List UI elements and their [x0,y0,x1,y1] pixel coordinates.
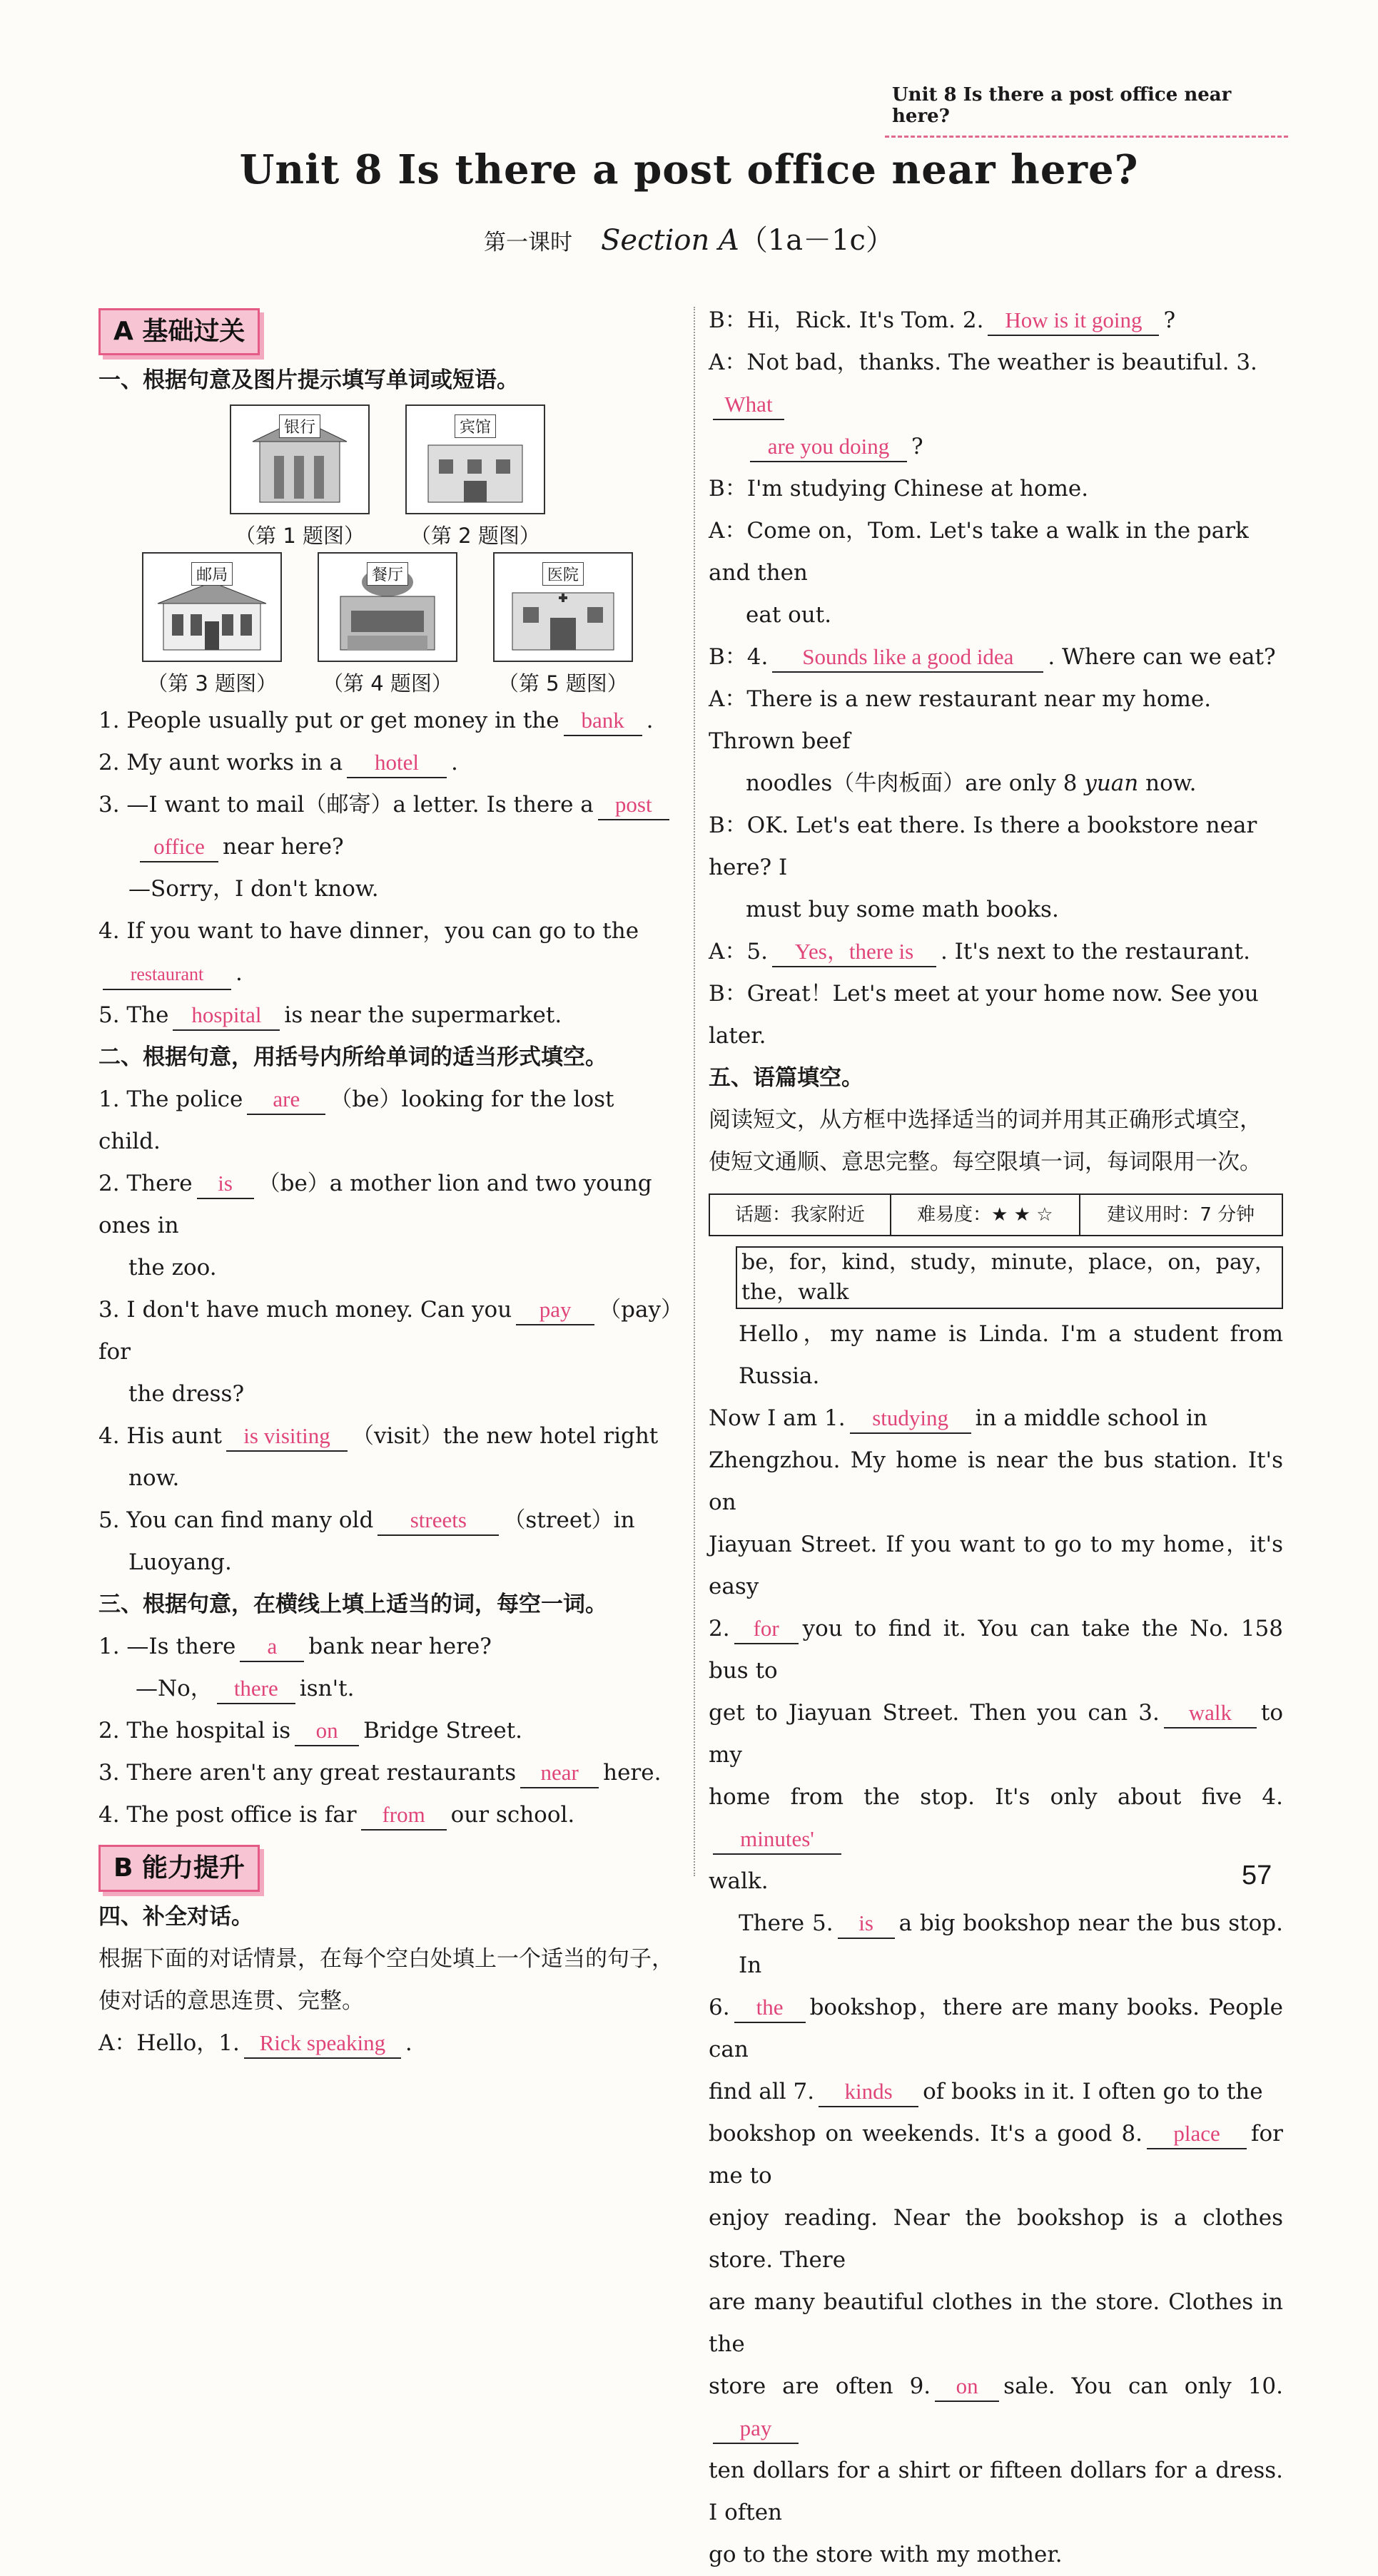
page-number: 57 [1242,1860,1272,1890]
q-text: bookshop on weekends. It's a good 8. [709,2121,1143,2147]
q-text: 5. The [98,1002,169,1028]
picture-4-caption: （第 4 题图） [323,671,452,696]
answer-blank[interactable]: How is it going [988,306,1159,336]
q-text: 3. —I want to mail（邮寄）a letter. Is there a [98,792,594,818]
q-text: yuan [1084,770,1139,796]
q-text: get to Jiayuan Street. Then you can 3. [709,1700,1160,1726]
q-text: 1. The police [98,1086,243,1112]
q-text: （street）in [503,1507,635,1533]
q-text: 4. The post office is far [98,1802,357,1828]
q-text: near here? [223,834,344,860]
dialog-line-3 [709,342,1283,426]
p2-q3-cont: the dress? [128,1381,245,1407]
q-text: 6. [709,1995,730,2020]
answer-blank[interactable]: a [240,1632,304,1662]
q-text: for me to [709,2121,1283,2189]
hospital-sign: 医院 [542,562,584,586]
page-subtitle [0,218,1378,258]
picture-4 [318,552,457,697]
part3-heading: 三、根据句意，在横线上填上适当的词，每空一词。 [98,1592,607,1617]
p3-q2 [98,1710,677,1752]
answer-blank[interactable]: walk [1164,1699,1257,1729]
passage-line [709,1692,1283,1776]
answer-blank[interactable]: What [713,390,784,420]
q-text: （visit）the new hotel right [352,1423,659,1449]
passage [709,1313,1283,2576]
q-text: ? [911,434,923,459]
q-text: . It's next to the restaurant. [940,939,1250,964]
q-text: A：5. [709,939,768,964]
passage-line [709,1903,1283,1987]
answer-blank[interactable]: Sounds like a good idea [772,643,1043,673]
passage-line: go to the store with my mother. [709,2542,1063,2567]
passage-line: walk. [709,1868,769,1894]
answer-blank[interactable]: pay [516,1295,594,1325]
post-office-sign: 邮局 [191,562,233,586]
passage-line [709,1398,1283,1440]
q-text: . [451,750,458,775]
bank-image [230,404,370,514]
passage-line [709,1608,1283,1692]
answer-blank[interactable]: restaurant [103,960,231,990]
passage-line: enjoy reading. Near the bookshop is a clothes store. There [709,2205,1283,2273]
dialog-line-3-cont [709,426,1283,468]
answer-blank[interactable]: Rick speaking [244,2029,401,2059]
answer-blank[interactable]: from [361,1801,447,1831]
q-text: you to find it. You can take the No. 158 bus to [709,1616,1283,1684]
time-cell: 建议用时：7 分钟 [1080,1194,1282,1236]
q-text: B：4. [709,644,769,670]
picture-5-caption: （第 5 题图） [497,671,628,696]
q-text: 4. If you want to have dinner，you can go to the [98,918,639,944]
dialog-line-8-cont: must buy some math books. [746,897,1059,922]
answer-blank[interactable]: on [295,1716,359,1746]
q-text: B：Hi，Rick. It's Tom. 2. [709,307,984,333]
page-title: Unit 8 Is there a post office near here? [239,146,1139,193]
answer-blank[interactable]: is [197,1169,254,1199]
answer-blank[interactable]: is [838,1909,895,1939]
word-box: be，for，kind，study，minute，place，on，pay，the，walk [736,1246,1283,1309]
q-text: ? [1163,307,1176,333]
q-text: here. [603,1760,662,1786]
q-text: . Where can we eat? [1048,644,1276,670]
picture-3 [142,552,282,697]
p2-q4-cont: now. [128,1465,180,1491]
answer-blank[interactable]: post [598,790,669,820]
bank-sign: 银行 [279,414,320,438]
difficulty-cell: 难易度：★ ★ ☆ [891,1194,1079,1236]
q-text: 1. —Is there [98,1634,236,1659]
answer-blank[interactable]: the [734,1993,806,2023]
q-text: 3. There aren't any great restaurants [98,1760,517,1786]
part2-heading: 二、根据句意，用括号内所给单词的适当形式填空。 [98,1044,607,1070]
passage-line [709,2071,1283,2113]
answer-blank[interactable]: studying [850,1404,971,1434]
p1-q5 [98,994,677,1037]
passage-line: Zhengzhou. My home is near the bus station. It's on [709,1447,1283,1515]
passage-line: ten dollars for a shirt or fifteen dollars for a dress. I often [709,2458,1283,2525]
q-text: （be）looking for the lost child. [98,1086,614,1154]
q-text: home from the stop. It's only about five 4. [709,1784,1283,1810]
column-divider [694,307,695,1876]
topic-cell: 话题：我家附近 [709,1194,891,1236]
p1-q3-cont [98,826,677,868]
hotel-sign: 宾馆 [455,414,496,438]
passage-line [709,2113,1283,2197]
q-text: There 5. [739,1910,834,1936]
section-label: Section A [601,224,739,257]
picture-2-caption: （第 2 题图） [410,524,540,548]
answer-blank[interactable]: minutes' [713,1825,841,1855]
p2-q2 [98,1163,677,1247]
p2-q2-cont: the zoo. [128,1255,217,1281]
p1-q3-reply: —Sorry，I don't know. [128,876,379,902]
p2-q5-cont: Luoyang. [128,1549,232,1575]
picture-row-2 [98,552,677,697]
q-text: noodles（牛肉板面）are only 8 [746,770,1078,796]
section-range: （1a－1c） [739,224,894,257]
q-text: 2. There [98,1171,193,1196]
passage-line [709,1987,1283,2071]
hospital-image [493,552,633,662]
q-text: store are often 9. [709,2373,931,2399]
q-text: 2. [709,1616,730,1641]
dialog-line-5-cont: eat out. [746,602,832,628]
answer-blank[interactable]: Yes，there is [772,937,936,967]
dialog-line-5: A：Come on，Tom. Let's take a walk in the park and then [709,518,1249,586]
q-text: 2. The hospital is [98,1718,291,1743]
passage-line: are many beautiful clothes in the store. Clothes in the [709,2289,1283,2357]
q-text: A：Hello，1. [98,2030,240,2056]
q-text: 2. My aunt works in a [98,750,343,775]
picture-3-caption: （第 3 题图） [147,671,278,696]
q-text: A：Not bad，thanks. The weather is beautiful. 3. [709,350,1257,375]
q-text: bookshop，there are many books. People can [709,1995,1283,2062]
hotel-image [405,404,545,514]
q-text: in a middle school in [975,1405,1207,1431]
answer-blank[interactable]: kinds [819,2077,918,2107]
passage-line: Jiayuan Street. If you want to go to my home，it's easy [709,1532,1283,1599]
passage-info-table [709,1193,1283,1236]
section-a-tag: A 基础过关 [98,308,260,355]
q-text: 3. I don't have much money. Can you [98,1297,512,1323]
left-column [98,300,677,2065]
q-text: （be）a mother lion and two young ones in [98,1171,652,1238]
q-text: . [235,960,243,986]
part5-instruction: 阅读短文，从方框中选择适当的词并用其正确形式填空，使短文通顺、意思完整。每空限填一词，每词限用一次。 [709,1107,1262,1175]
p2-q1 [98,1079,677,1163]
answer-blank[interactable]: is visiting [226,1422,348,1452]
dialog-line-4: B：I'm studying Chinese at home. [709,476,1089,502]
picture-5 [493,552,633,697]
answer-blank[interactable]: streets [378,1506,499,1536]
p1-q3 [98,784,677,826]
answer-blank[interactable]: are you doing [750,432,907,462]
answer-blank[interactable]: office [140,833,218,862]
q-text: 5. You can find many old [98,1507,374,1533]
dialog-line-6 [709,636,1283,678]
q-text: 4. His aunt [98,1423,223,1449]
q-text: to my [709,1700,1283,1768]
q-text: . [405,2030,412,2056]
picture-2 [405,404,545,549]
answer-blank[interactable]: place [1147,2119,1247,2149]
q-text: of books in it. I often go to the [923,2079,1263,2104]
dialog-line-9 [709,931,1283,973]
answer-blank[interactable]: hotel [347,748,447,778]
answer-blank[interactable]: hospital [173,1001,280,1031]
right-column [709,300,1283,2576]
part1-heading: 一、根据句意及图片提示填写单词或短语。 [98,367,519,393]
running-head: Unit 8 Is there a post office near here? [885,84,1288,138]
p1-q2 [98,742,677,784]
q-text: is near the supermarket. [284,1002,562,1028]
q-text: Now I am 1. [709,1405,846,1431]
p3-q4 [98,1794,677,1836]
q-text: our school. [450,1802,575,1828]
q-text: a big bookshop near the bus stop. In [739,1910,1283,1978]
p2-q3 [98,1289,677,1373]
p2-q4 [98,1415,677,1457]
dialog-line-7-cont [709,763,1283,805]
picture-row-1 [98,404,677,549]
lesson-label: 第一课时 [484,230,573,255]
p3-q1-reply [98,1668,677,1710]
q-text: isn't. [299,1676,355,1701]
q-text: sale. You can only 10. [1003,2373,1283,2399]
answer-blank[interactable]: on [935,2372,999,2402]
p3-q3 [98,1752,677,1794]
picture-1 [230,404,370,549]
answer-blank[interactable]: for [734,1614,799,1644]
p1-q4 [98,910,677,994]
q-text: now. [1145,770,1197,796]
answer-blank[interactable]: there [217,1674,295,1704]
p3-q1 [98,1626,677,1668]
restaurant-image [318,552,457,662]
q-text: （pay）for [98,1297,672,1365]
part5-heading: 五、语篇填空。 [709,1065,863,1091]
answer-blank[interactable]: near [520,1758,599,1788]
part4-instruction: 根据下面的对话情景，在每个空白处填上一个适当的句子，使对话的意思连贯、完整。 [98,1946,674,2014]
dialog-line-8: B：OK. Let's eat there. Is there a bookstore near here? I [709,813,1257,880]
dialog-line-7: A：There is a new restaurant near my home. Thrown beef [709,686,1212,754]
answer-blank[interactable]: are [247,1085,325,1115]
passage-line [709,2366,1283,2450]
q-text: find all 7. [709,2079,815,2104]
passage-line: Hello，my name is Linda. I'm a student from Russia. [739,1321,1283,1389]
dialog-line-2 [709,300,1283,342]
answer-blank[interactable]: bank [564,706,642,736]
passage-line [709,1776,1283,1860]
q-text: Bridge Street. [363,1718,523,1743]
answer-blank[interactable]: pay [713,2414,799,2444]
q-text: . [646,708,654,733]
q-text: bank near here? [308,1634,492,1659]
dialog-line-1 [98,2022,677,2065]
section-b-tag: B 能力提升 [98,1845,260,1892]
p1-q1 [98,700,677,742]
q-text: 1. People usually put or get money in the [98,708,559,733]
q-text: —No， [136,1676,213,1701]
p2-q5 [98,1500,677,1542]
dialog-line-10: B：Great！Let's meet at your home now. See you later. [709,981,1259,1049]
picture-1-caption: （第 1 题图） [235,524,365,548]
part4-heading: 四、补全对话。 [98,1904,253,1930]
post-office-image [142,552,282,662]
restaurant-sign: 餐厅 [367,562,408,586]
